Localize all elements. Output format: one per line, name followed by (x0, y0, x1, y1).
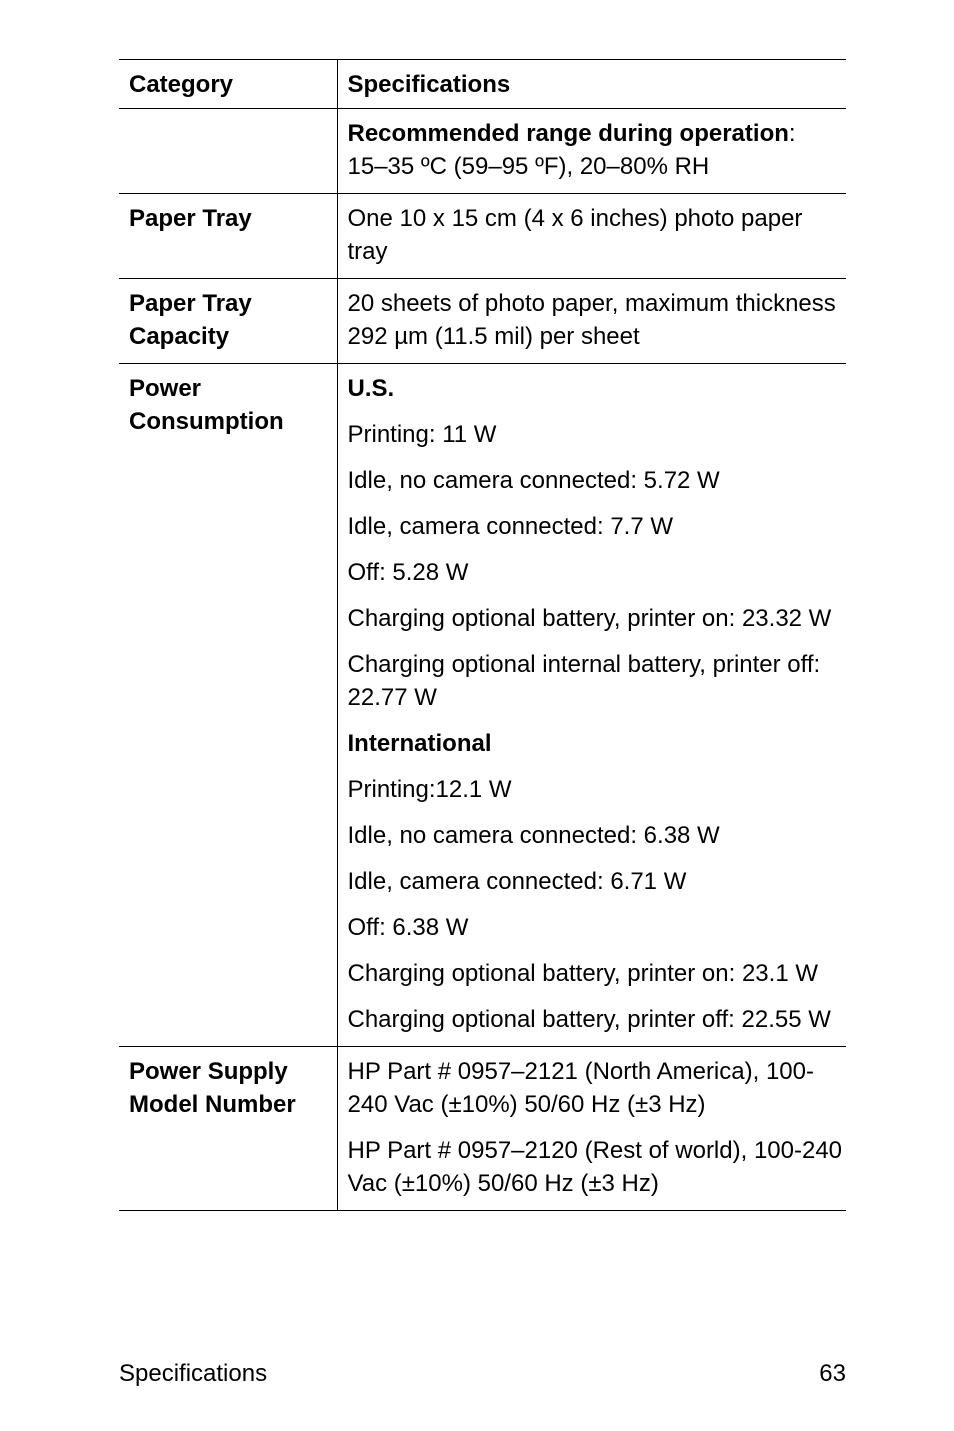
list-item: HP Part # 0957–2121 (North America), 100-240 Vac (±10%) 50/60 Hz (±3 Hz) (347, 1058, 814, 1118)
spec-paper-tray-capacity: 20 sheets of photo paper, maximum thickness 292 µm (11.5 mil) per sheet (337, 279, 846, 364)
category-cell-empty (119, 109, 337, 194)
list-item: HP Part # 0957–2120 (Rest of world), 100-240 Vac (±10%) 50/60 Hz (±3 Hz) (347, 1137, 843, 1197)
list-item: Charging optional battery, printer off: 22.55 W (347, 1006, 831, 1033)
table-row (119, 279, 846, 364)
list-item: Printing: 11 W (347, 421, 497, 448)
specifications-table (119, 59, 846, 1211)
operating-range-paragraph (348, 117, 847, 183)
spec-power-supply-model (337, 1047, 846, 1211)
category-power-consumption: Power Consumption (129, 375, 284, 435)
category-paper-tray: Paper Tray (129, 205, 252, 232)
operating-range-colon: : (788, 120, 796, 147)
list-item: Printing:12.1 W (347, 776, 512, 803)
category-power-supply-model: Power Supply Model Number (129, 1058, 296, 1118)
spec-paper-tray: One 10 x 15 cm (4 x 6 inches) photo paper tray (337, 194, 846, 279)
header-category: Category (129, 71, 234, 98)
spec-power-consumption (337, 364, 846, 1047)
header-specifications: Specifications (337, 60, 846, 109)
category-paper-tray-capacity: Paper Tray Capacity (129, 290, 252, 350)
list-item: Charging optional battery, printer on: 23.32 W (347, 605, 832, 632)
list-item: Idle, no camera connected: 6.38 W (347, 822, 720, 849)
international-heading: International (347, 730, 492, 757)
page-number: 63 (819, 1360, 846, 1387)
list-item: Idle, camera connected: 6.71 W (347, 868, 687, 895)
footer-section-title: Specifications (119, 1360, 268, 1387)
list-item: Charging optional battery, printer on: 23.1 W (347, 960, 818, 987)
list-item: Charging optional internal battery, printer off: 22.77 W (347, 651, 821, 711)
operating-range-value: 15–35 ºC (59–95 ºF), 20–80% RH (347, 153, 710, 180)
list-item: Off: 5.28 W (347, 559, 469, 586)
table-row (119, 109, 846, 194)
table-row (119, 1047, 846, 1211)
operating-range-label: Recommended range during operation (347, 120, 789, 147)
list-item: Off: 6.38 W (347, 914, 469, 941)
list-item: Idle, camera connected: 7.7 W (347, 513, 673, 540)
table-header-row (119, 60, 846, 109)
us-heading: U.S. (347, 375, 395, 402)
table-row (119, 194, 846, 279)
table-row (119, 364, 846, 1047)
list-item: Idle, no camera connected: 5.72 W (347, 467, 720, 494)
spec-cell-operating (337, 109, 846, 194)
